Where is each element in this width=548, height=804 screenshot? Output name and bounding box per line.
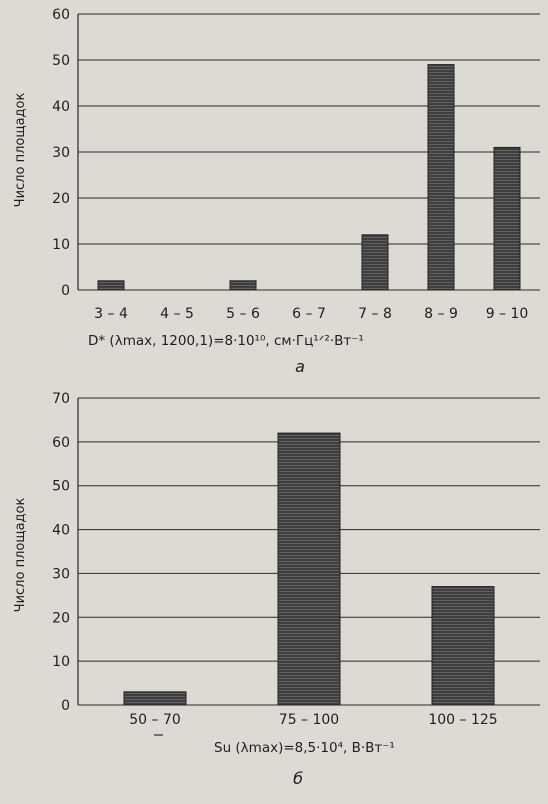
panel-label-1: б [293, 769, 303, 788]
y-axis-label-1: Число площадок [13, 497, 28, 613]
x-tick-label-1-1: 75 – 100 [278, 712, 340, 728]
x-tick-label-0-1: 4 – 5 [160, 306, 194, 322]
bar-1-1 [278, 433, 340, 705]
bar-0-4 [362, 235, 388, 290]
panel-label-0: a [295, 357, 305, 376]
y-tick-label-1-10: 10 [52, 654, 70, 671]
x-axis-label-1: Su (λmax)=8,5·10⁴, В·Вт⁻¹ [214, 740, 395, 756]
y-tick-label-1-20: 20 [52, 610, 70, 627]
x-tick-label-0-3: 6 – 7 [292, 306, 326, 322]
y-tick-label-1-60: 60 [52, 434, 70, 451]
y-tick-label-0-10: 10 [52, 237, 70, 253]
y-tick-label-1-30: 30 [52, 566, 70, 583]
x-tick-label-1-2: 100 – 125 [428, 712, 498, 728]
x-tick-label-0-4: 7 – 8 [358, 306, 392, 322]
x-tick-label-0-6: 9 – 10 [485, 306, 529, 322]
y-tick-label-1-50: 50 [52, 478, 70, 495]
x-tick-label-0-0: 3 – 4 [94, 306, 128, 322]
y-tick-label-0-0: 0 [61, 283, 70, 299]
y-axis-label-0: Число площадок [13, 92, 28, 208]
x-tick-label-0-2: 5 – 6 [226, 306, 260, 322]
x-tick-label-0-5: 8 – 9 [424, 306, 458, 322]
bar-0-0 [98, 281, 124, 290]
bar-1-0 [124, 692, 186, 705]
bar-1-2 [432, 587, 494, 705]
y-tick-label-0-30: 30 [52, 145, 70, 161]
y-tick-label-0-60: 60 [52, 7, 70, 23]
bar-0-2 [230, 281, 256, 290]
x-tick-label-1-0: 50 – 70 [129, 712, 181, 728]
y-tick-label-1-0: 0 [61, 698, 70, 714]
y-tick-label-1-40: 40 [52, 522, 70, 539]
bar-0-5 [428, 65, 454, 290]
y-tick-label-0-20: 20 [52, 191, 70, 207]
y-tick-label-0-50: 50 [52, 53, 70, 69]
y-tick-label-1-70: 70 [52, 391, 70, 407]
x-axis-label-0: D* (λmax, 1200,1)=8·10¹⁰, см·Гц¹ᐟ²·Вт⁻¹ [88, 333, 364, 349]
y-tick-label-0-40: 40 [52, 99, 70, 115]
bar-0-6 [494, 147, 520, 290]
